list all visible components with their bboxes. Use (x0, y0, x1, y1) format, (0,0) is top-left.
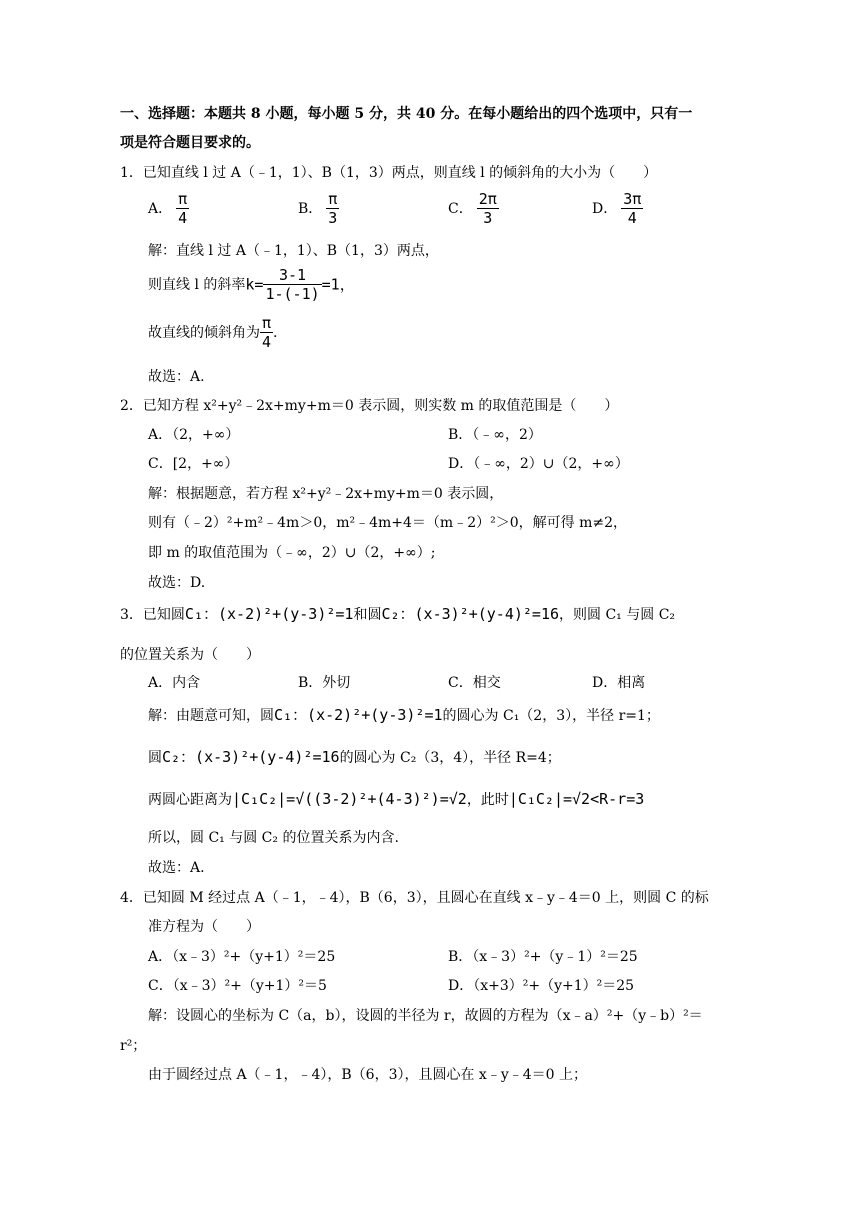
q1-option-a-fraction: $\frac{\pi}{4}$ (178, 190, 188, 227)
q3-circle-c1: C₁：(x-2)²+(y-3)²=1 (184, 605, 354, 623)
q2-option-b: B．（﹣∞，2） (448, 427, 542, 443)
q4-solution-line1-cont: r²； (120, 1038, 147, 1054)
q1-option-d-fraction: $\frac{3\pi}{4}$ (623, 190, 642, 227)
q2-option-d: D．（﹣∞，2）∪（2，+∞） (448, 456, 629, 472)
q3-answer: 故选：A. (148, 860, 205, 876)
q4-solution-line1: 解：设圆心的坐标为 C（a，b），设圆的半径为 r，故圆的方程为（x﹣a）²+（y﹣b）²＝ (148, 1008, 703, 1024)
q4-option-d: D．（x+3）²+（y+1）²＝25 (448, 978, 635, 994)
q1-solution-line2: 则直线 l 的斜率k= $\frac{3-1}{1-(-1)}$ =1， (148, 266, 355, 303)
q3-option-c: C．相交 (448, 675, 501, 691)
section-heading-line1: 一、选择题：本题共 8 小题，每小题 5 分，共 40 分。在每小题给出的四个选项中，只有一 (120, 106, 693, 122)
q4-solution-line2: 由于圆经过点 A（﹣1，﹣4），B（6，3），且圆心在 x﹣y﹣4＝0 上； (148, 1067, 587, 1083)
q1-option-c-label: C． (448, 201, 473, 217)
q1-solution-line3: 故直线的倾斜角为 $\frac{\pi}{4}$ . (148, 314, 278, 351)
q4-option-c: C．（x﹣3）²+（y+1）²＝5 (148, 978, 327, 994)
q4-option-b: B．（x﹣3）²+（y﹣1）²＝25 (448, 949, 638, 965)
q1-option-d-label: D． (592, 201, 618, 217)
q1-option-b-fraction: $\frac{\pi}{3}$ (328, 190, 338, 227)
q1-option-b (298, 192, 339, 226)
q2-solution-line1: 解：根据题意，若方程 x²+y²﹣2x+my+m＝0 表示圆， (148, 486, 504, 502)
q3-option-b: B．外切 (298, 675, 351, 691)
section-heading-line2: 项是符合题目要求的。 (120, 135, 260, 151)
q2-solution-line3: 即 m 的取值范围为（﹣∞，2）∪（2，+∞）; (148, 545, 436, 561)
q1-option-a-label: A． (148, 201, 173, 217)
q3-circle-c2: C₂：(x-3)²+(y-4)²=16 (381, 605, 560, 623)
q2-stem: 2．已知方程 x²+y²﹣2x+my+m＝0 表示圆，则实数 m 的取值范围是（ ） (120, 398, 619, 414)
q1-option-c-fraction: $\frac{2\pi}{3}$ (478, 190, 497, 227)
q4-stem-line1: 4．已知圆 M 经过点 A（﹣1，﹣4），B（6，3），且圆心在直线 x﹣y﹣4＝0 上，则圆 C 的标 (120, 890, 709, 906)
q3-stem-line1: 3．已知圆C₁：(x-2)²+(y-3)²=1和圆C₂：(x-3)²+(y-4)²=16，则圆 C₁ 与圆 C₂ (120, 605, 676, 623)
q1-solution-line1: 解：直线 l 过 A（﹣1，1）、B（1，3）两点， (148, 243, 439, 259)
q1-option-d (592, 192, 643, 226)
q2-answer: 故选：D. (148, 575, 206, 591)
q1-option-a (148, 192, 189, 226)
q4-option-a: A．（x﹣3）²+（y+1）²＝25 (148, 949, 336, 965)
q2-solution-line2: 则有（﹣2）²+m²﹣4m＞0，m²﹣4m+4＝（m﹣2）²＞0，解可得 m≠2， (148, 515, 627, 531)
q1-slope-fraction: $\frac{3-1}{1-(-1)}$ (265, 266, 320, 303)
q3-solution-line2: 圆C₂：(x-3)²+(y-4)²=16的圆心为 C₂（3，4），半径 R=4； (148, 748, 561, 766)
q3-stem-line2: 的位置关系为（ ） (120, 647, 260, 663)
q3-option-a: A．内含 (148, 675, 201, 691)
q1-stem: 1．已知直线 l 过 A（﹣1，1）、B（1，3）两点，则直线 l 的倾斜角的大小为（ ） (120, 165, 658, 181)
q2-option-a: A．（2，+∞） (148, 427, 240, 443)
q1-angle-fraction: $\frac{\pi}{4}$ (262, 314, 272, 351)
q1-option-c (448, 192, 499, 226)
q3-distance-formula: |C₁C₂|=√((3-2)²+(4-3)²)=√2 (232, 790, 467, 808)
q3-option-d: D．相离 (592, 675, 646, 691)
q1-option-b-label: B． (298, 201, 323, 217)
q2-option-c: C．[2，+∞） (148, 456, 239, 472)
q3-comparison-formula: |C₁C₂|=√2<R-r=3 (508, 790, 645, 808)
q3-solution-line4: 所以，圆 C₁ 与圆 C₂ 的位置关系为内含. (148, 830, 399, 846)
q3-solution-line3: 两圆心距离为|C₁C₂|=√((3-2)²+(4-3)²)=√2，此时|C₁C₂|=√2<R-r=3 (148, 790, 645, 808)
q4-stem-line2: 准方程为（ ） (148, 919, 260, 935)
q3-solution-line1: 解：由题意可知，圆C₁：(x-2)²+(y-3)²=1的圆心为 C₁（2，3），半径 r=1； (148, 706, 660, 724)
q1-answer: 故选：A. (148, 369, 205, 385)
